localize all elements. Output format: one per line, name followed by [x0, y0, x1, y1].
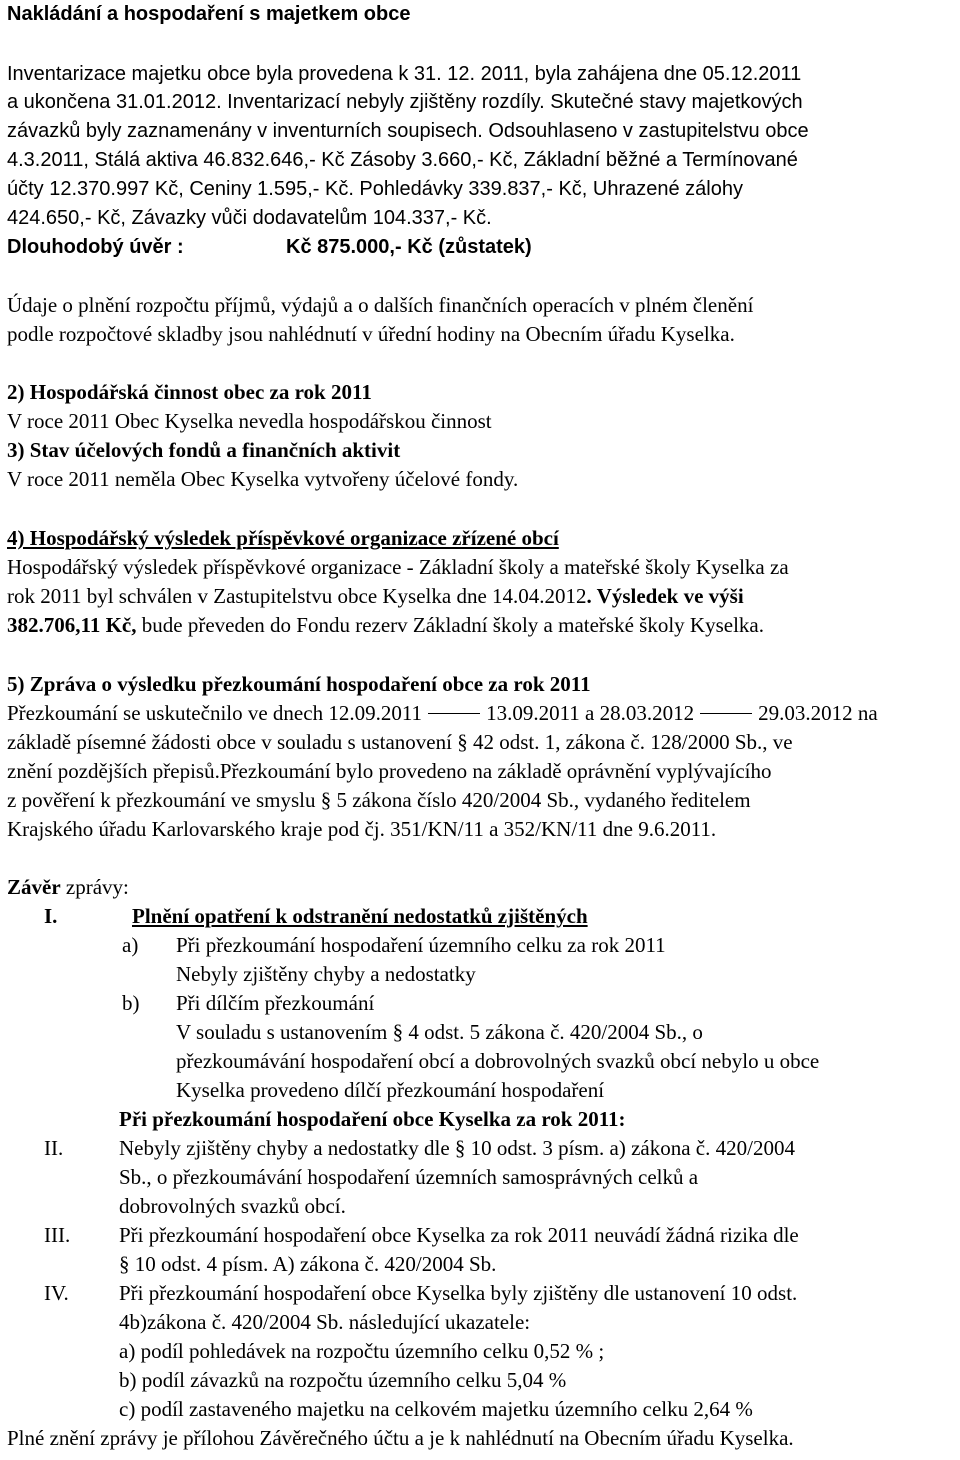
section-4-line-1: Hospodářský výsledek příspěvkové organizace - Základní školy a mateřské školy Kyselka za	[7, 555, 789, 579]
section-5-line-1b: 13.09.2011 a 28.03.2012	[486, 701, 695, 725]
item-a-text: Při přezkoumání hospodaření územního celku za rok 2011	[176, 933, 666, 957]
section-5-line-4: z pověření k přezkoumání ve smyslu § 5 zákona číslo 420/2004 Sb., vydaného ředitelem	[7, 788, 751, 812]
page-heading: Nakládání a hospodaření s majetkem obce	[7, 3, 411, 25]
section-4-bold-tail: . Výsledek ve výši	[586, 584, 744, 608]
section-5-line-5: Krajského úřadu Karlovarského kraje pod čj. 351/KN/11 a 352/KN/11 dne 9.6.2011.	[7, 817, 717, 841]
inventory-line-6: 424.650,- Kč, Závazky vůči dodavatelům 104.337,- Kč.	[7, 207, 492, 229]
item-3-number: III.	[44, 1223, 71, 1247]
budget-line-2: podle rozpočtové skladby jsou nahlédnutí v úřední hodiny na Obecním úřadu Kyselka.	[7, 322, 735, 346]
item-4-line-1: Při přezkoumání hospodaření obce Kyselka byly zjištěny dle ustanovení 10 odst.	[119, 1281, 798, 1305]
section-4-amount-tail: bude převeden do Fondu rezerv Základní školy a mateřské školy Kyselka.	[136, 613, 764, 637]
item-b-text-3: přezkoumávání hospodaření obcí a dobrovolných svazků obcí nebylo u obce	[176, 1049, 820, 1073]
review-subheading: Při přezkoumání hospodaření obce Kyselka za rok 2011:	[119, 1107, 626, 1131]
section-4-amount: 382.706,11 Kč,	[7, 613, 137, 637]
item-3-line-2: § 10 odst. 4 písm. A) zákona č. 420/2004 Sb.	[119, 1252, 497, 1276]
inventory-line-2: a ukončena 31.01.2012. Inventarizací nebyly zjištěny rozdíly. Skutečné stavy majetkových	[7, 91, 803, 113]
loan-label: Dlouhodobý úvěr :	[7, 236, 184, 258]
item-2-number: II.	[44, 1136, 64, 1160]
dash-separator	[428, 713, 480, 714]
section-3-title: 3) Stav účelových fondů a finančních aktivit	[7, 438, 401, 462]
item-3-line-1: Při přezkoumání hospodaření obce Kyselka za rok 2011 neuvádí žádná rizika dle	[119, 1223, 799, 1247]
conclusion-label	[7, 877, 129, 898]
indicator-liabilities: b) podíl závazků na rozpočtu územního celku 5,04 %	[119, 1368, 567, 1392]
item-b-text: Při dílčím přezkoumání	[176, 991, 375, 1015]
item-2-line-2: Sb., o přezkoumávání hospodaření územních samosprávných celků a	[119, 1165, 699, 1189]
section-5-line-3: znění pozdějších přepisů.Přezkoumání bylo provedeno na základě oprávnění vyplývajícího	[7, 759, 772, 783]
section-4-line-3	[7, 615, 764, 636]
item-4-number: IV.	[44, 1281, 69, 1305]
section-4-line-2-text: rok 2011 byl schválen v Zastupitelstvu obce Kyselka dne 14.04.2012	[7, 584, 587, 608]
budget-line-1: Údaje o plnění rozpočtu příjmů, výdajů a o dalších finančních operacích v plném členění	[7, 293, 754, 317]
item-b-label: b)	[122, 991, 140, 1015]
dash-separator	[700, 713, 752, 714]
section-5-line-1c: 29.03.2012 na	[758, 701, 878, 725]
section-2-title: 2) Hospodářská činnost obec za rok 2011	[7, 380, 372, 404]
item-2-line-3: dobrovolných svazků obcí.	[119, 1194, 346, 1218]
footer-note: Plné znění zprávy je přílohou Závěrečného účtu a je k nahlédnutí na Obecním úřadu Kyselka.	[7, 1426, 794, 1450]
section-3-text: V roce 2011 neměla Obec Kyselka vytvořeny účelové fondy.	[7, 467, 519, 491]
inventory-line-1: Inventarizace majetku obce byla provedena k 31. 12. 2011, byla zahájena dne 05.12.2011	[7, 63, 802, 85]
item-1-number: I.	[44, 904, 58, 928]
item-a-label: a)	[122, 933, 139, 957]
item-4-line-2: 4b)zákona č. 420/2004 Sb. následující ukazatele:	[119, 1310, 531, 1334]
item-2-line-1: Nebyly zjištěny chyby a nedostatky dle § 10 odst. 3 písm. a) zákona č. 420/2004	[119, 1136, 795, 1160]
section-2-text: V roce 2011 Obec Kyselka nevedla hospodářskou činnost	[7, 409, 492, 433]
loan-value: Kč 875.000,- Kč (zůstatek)	[286, 236, 532, 258]
item-a-text-2: Nebyly zjištěny chyby a nedostatky	[176, 962, 476, 986]
inventory-line-4: 4.3.2011, Stálá aktiva 46.832.646,- Kč Zásoby 3.660,- Kč, Základní běžné a Termínované	[7, 149, 798, 171]
item-b-text-4: Kyselka provedeno dílčí přezkoumání hospodaření	[176, 1078, 605, 1102]
inventory-line-5: účty 12.370.997 Kč, Ceniny 1.595,- Kč. Pohledávky 339.837,- Kč, Uhrazené zálohy	[7, 178, 743, 200]
section-5-title: 5) Zpráva o výsledku přezkoumání hospodaření obce za rok 2011	[7, 672, 591, 696]
item-b-text-2: V souladu s ustanovením § 4 odst. 5 zákona č. 420/2004 Sb., o	[176, 1020, 703, 1044]
indicator-pledged-assets: c) podíl zastaveného majetku na celkovém majetku územního celku 2,64 %	[119, 1397, 753, 1421]
conclusion-label-rest: zprávy:	[60, 875, 129, 899]
section-5-line-1	[7, 703, 878, 724]
section-4-line-2	[7, 586, 744, 607]
conclusion-label-bold: Závěr	[7, 875, 61, 899]
item-1-title: Plnění opatření k odstranění nedostatků zjištěných	[132, 904, 588, 928]
section-5-line-1a: Přezkoumání se uskutečnilo ve dnech 12.09.2011	[7, 701, 423, 725]
section-5-line-2: základě písemné žádosti obce v souladu s ustanovení § 42 odst. 1, zákona č. 128/2000 Sb., ve	[7, 730, 793, 754]
section-4-title: 4) Hospodářský výsledek příspěvkové organizace zřízené obcí	[7, 526, 559, 550]
inventory-line-3: závazků byly zaznamenány v inventurních soupisech. Odsouhlaseno v zastupitelstvu obce	[7, 120, 809, 142]
indicator-receivables: a) podíl pohledávek na rozpočtu územního celku 0,52 % ;	[119, 1339, 605, 1363]
